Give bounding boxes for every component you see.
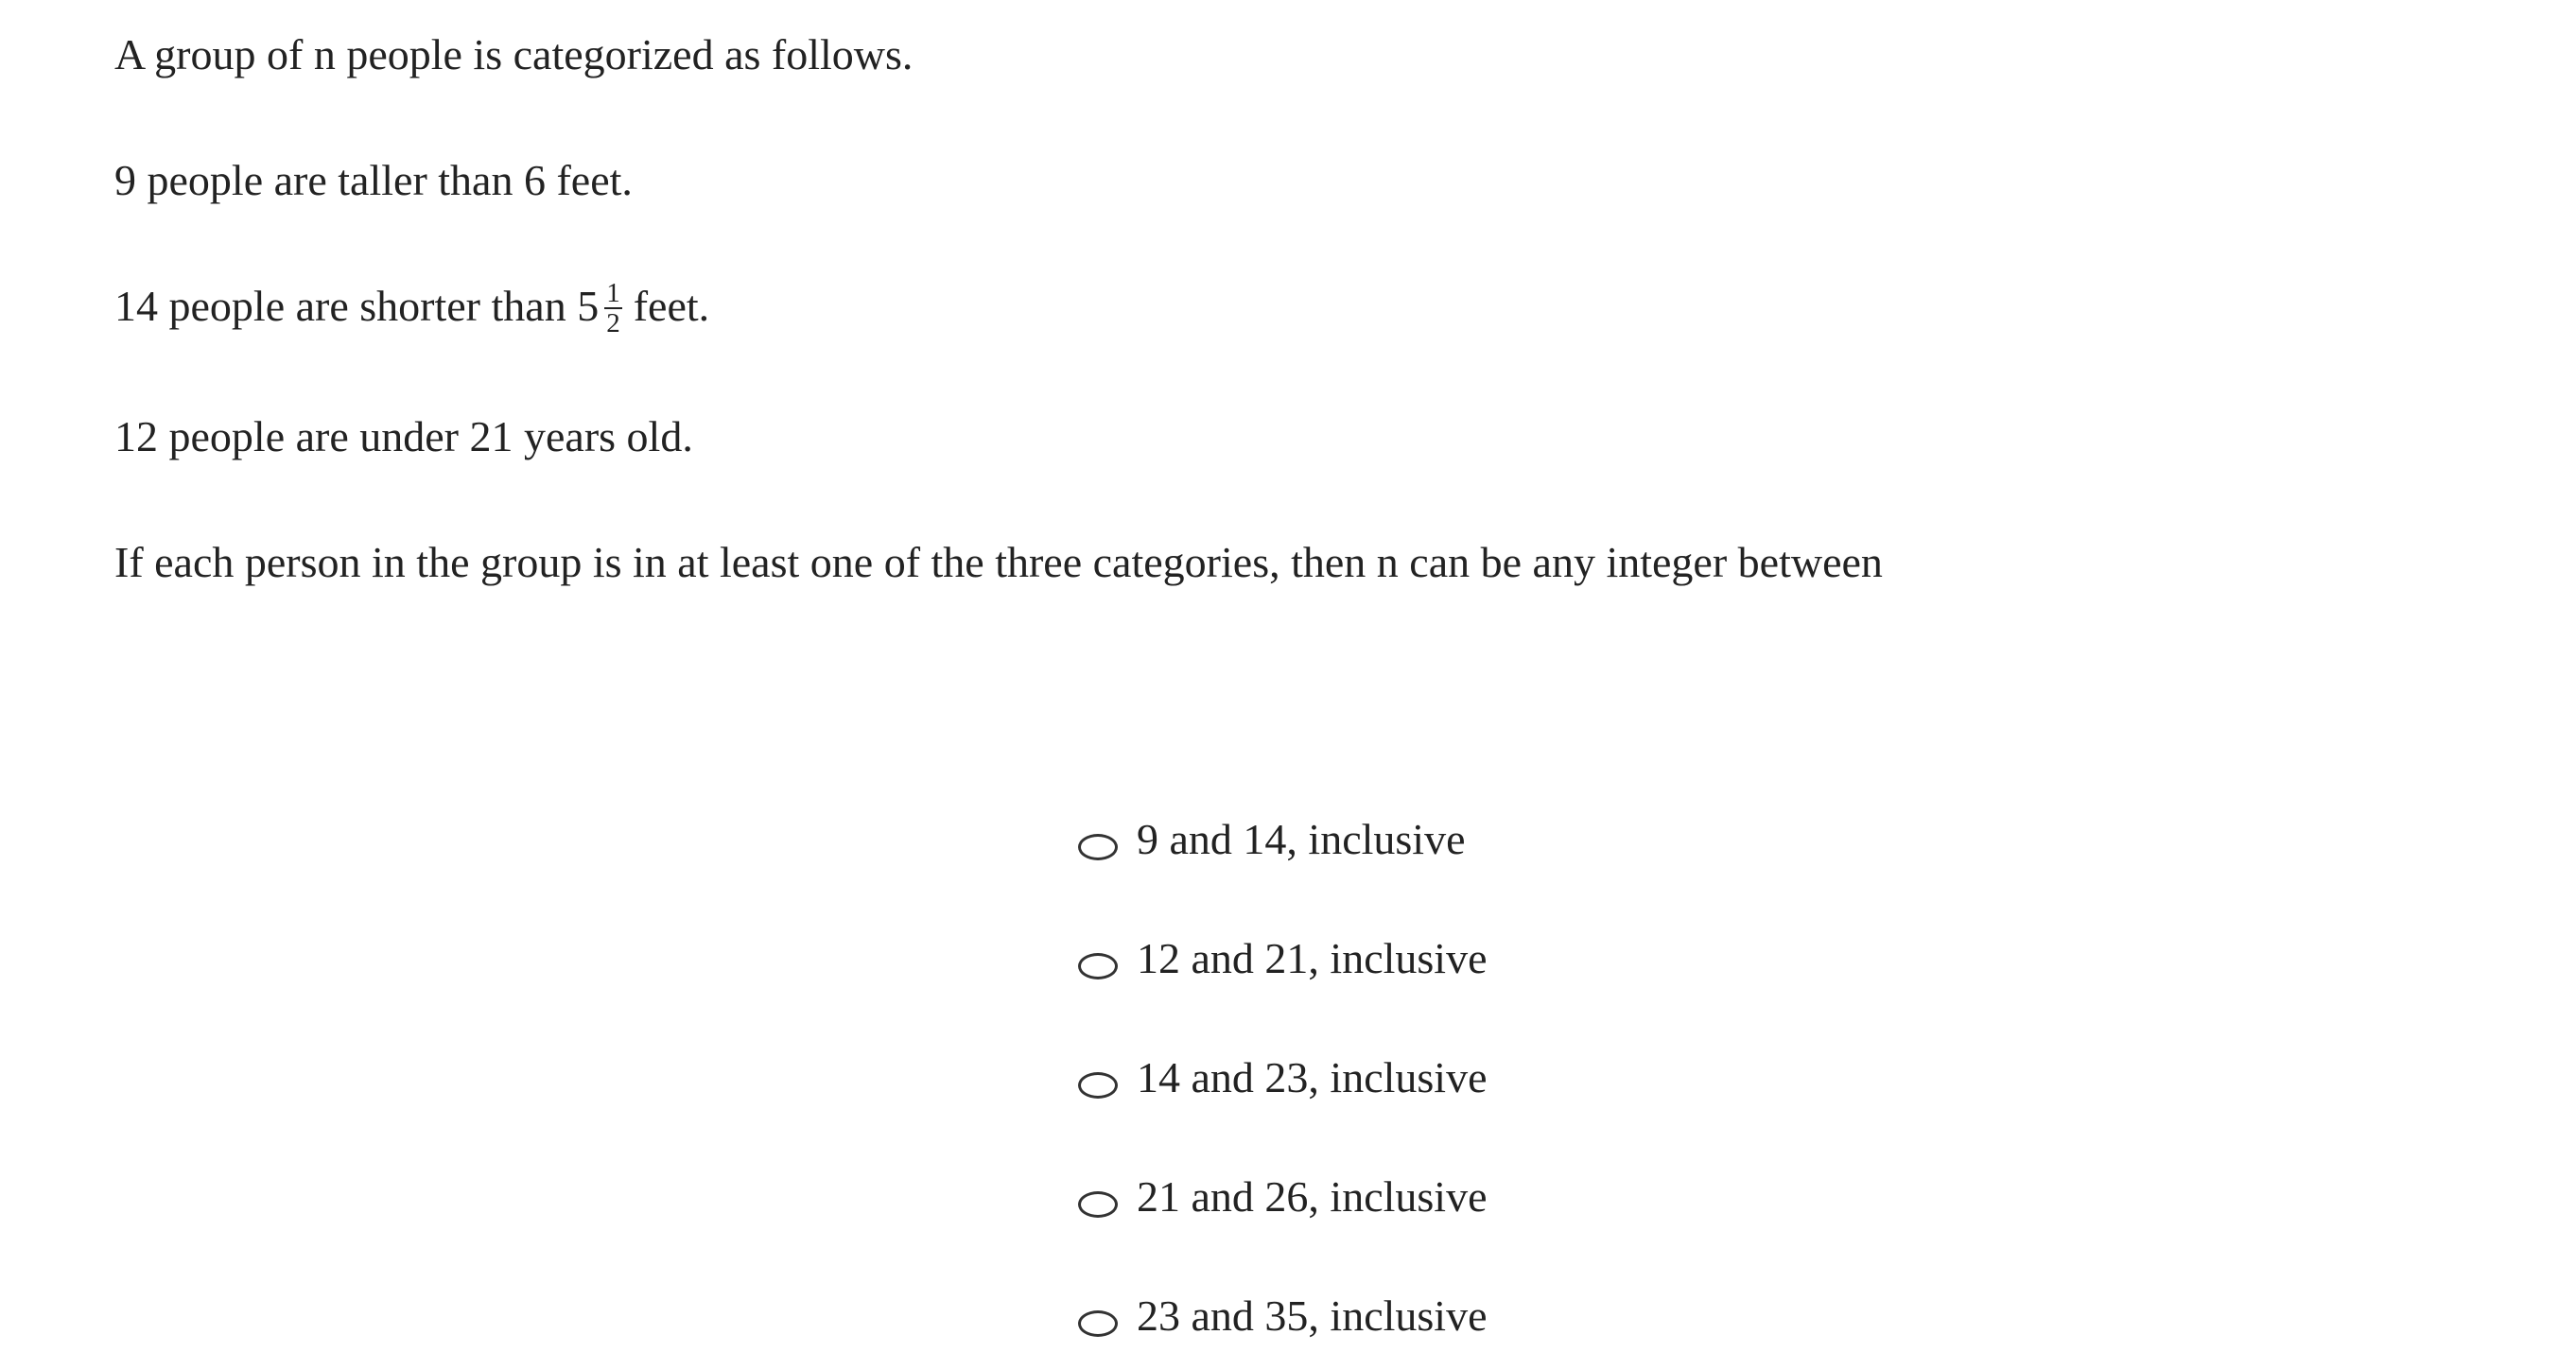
answer-choice-label: 12 and 21, inclusive (1137, 934, 1488, 982)
category-short-unit: feet. (633, 282, 710, 330)
category-short-text: 14 people are shorter than 5 (114, 282, 600, 330)
category-tall: 9 people are taller than 6 feet. (114, 156, 633, 204)
radio-button[interactable] (1078, 834, 1118, 860)
question-intro: A group of n people is categorized as follows. (114, 30, 914, 78)
fraction-denominator: 2 (606, 308, 620, 339)
fraction-numerator: 1 (606, 278, 620, 309)
answer-choice-label: 23 and 35, inclusive (1137, 1291, 1488, 1340)
radio-button[interactable] (1078, 953, 1118, 979)
answer-choice-label: 9 and 14, inclusive (1137, 815, 1466, 863)
category-age: 12 people are under 21 years old. (114, 412, 693, 460)
category-short (114, 280, 709, 339)
radio-button[interactable] (1078, 1072, 1118, 1099)
fraction-one-half (604, 279, 622, 338)
answer-choice-label: 14 and 23, inclusive (1137, 1053, 1488, 1101)
question-prompt: If each person in the group is in at least one of the three categories, then n can be any integer between (114, 538, 1883, 586)
radio-button[interactable] (1078, 1191, 1118, 1218)
answer-choice-label: 21 and 26, inclusive (1137, 1172, 1488, 1221)
